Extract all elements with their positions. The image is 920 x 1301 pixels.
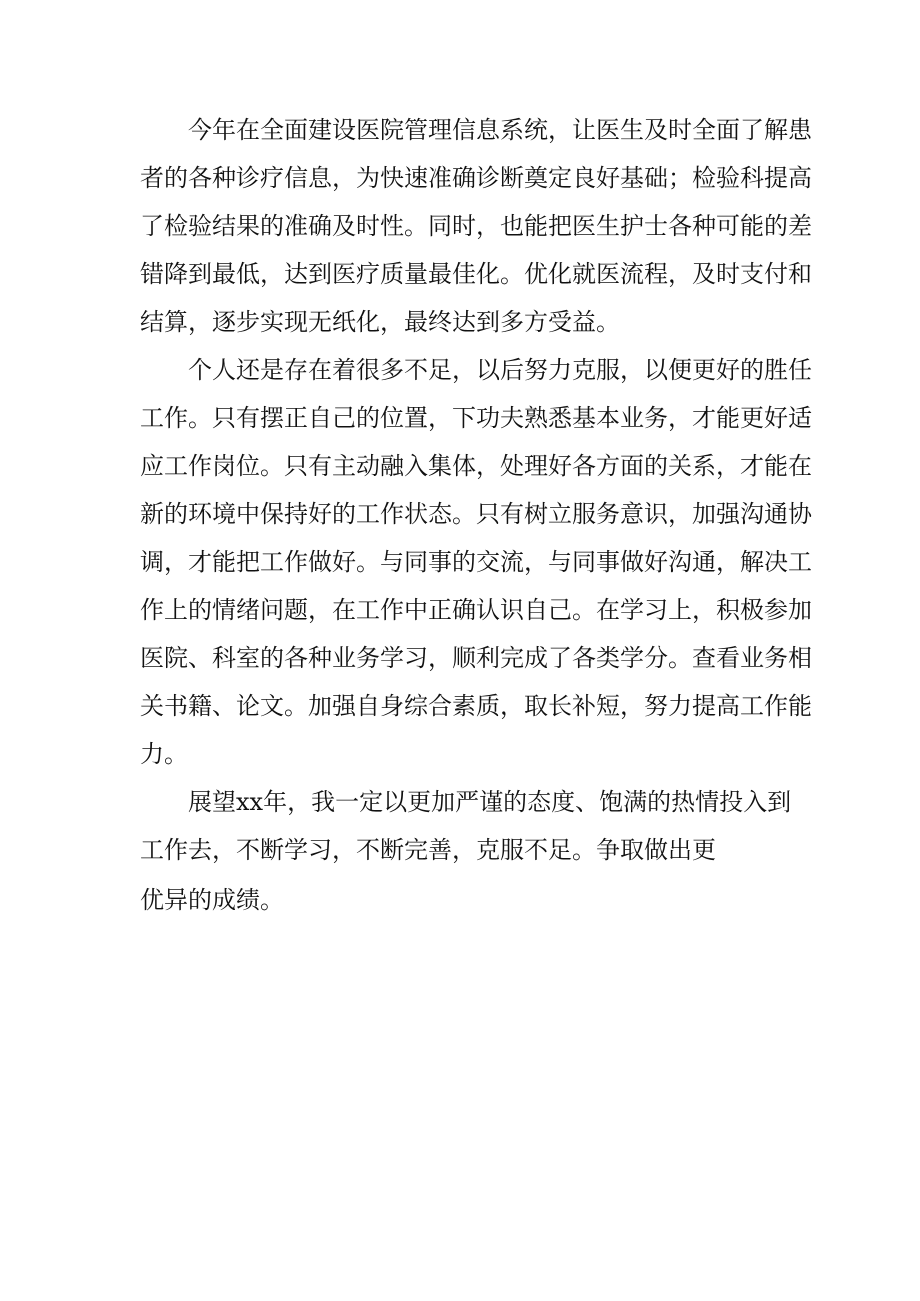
- text-line: 作上的情绪问题，在工作中正确认识自己。在学习上，积极参加: [140, 596, 812, 624]
- text-line: 者的各种诊疗信息，为快速准确诊断奠定良好基础；检验科提高: [140, 164, 812, 192]
- text-line: 工作。只有摆正自己的位置，下功夫熟悉基本业务，才能更好适: [140, 404, 812, 432]
- text-line: 调，才能把工作做好。与同事的交流，与同事做好沟通，解决工: [140, 548, 812, 576]
- text-line: 结算，逐步实现无纸化，最终达到多方受益。: [140, 308, 620, 336]
- text-line: 工作去，不断学习，不断完善，克服不足。争取做出更: [140, 836, 716, 864]
- text-line: 了检验结果的准确及时性。同时，也能把医生护士各种可能的差: [140, 212, 812, 240]
- text-line: 新的环境中保持好的工作状态。只有树立服务意识，加强沟通协: [140, 500, 812, 528]
- text-line: 个人还是存在着很多不足，以后努力克服，以便更好的胜任: [188, 356, 812, 384]
- text-line: 应工作岗位。只有主动融入集体，处理好各方面的关系，才能在: [140, 452, 812, 480]
- text-line: 力。: [140, 740, 188, 768]
- text-line: 优异的成绩。: [140, 886, 284, 914]
- text-line: 展望xx年，我一定以更加严谨的态度、饱满的热情投入到: [188, 788, 792, 816]
- text-line: 关书籍、论文。加强自身综合素质，取长补短，努力提高工作能: [140, 692, 812, 720]
- text-line: 今年在全面建设医院管理信息系统，让医生及时全面了解患: [188, 116, 812, 144]
- text-line: 错降到最低，达到医疗质量最佳化。优化就医流程，及时支付和: [140, 260, 812, 288]
- text-line: 医院、科室的各种业务学习，顺利完成了各类学分。查看业务相: [140, 644, 812, 672]
